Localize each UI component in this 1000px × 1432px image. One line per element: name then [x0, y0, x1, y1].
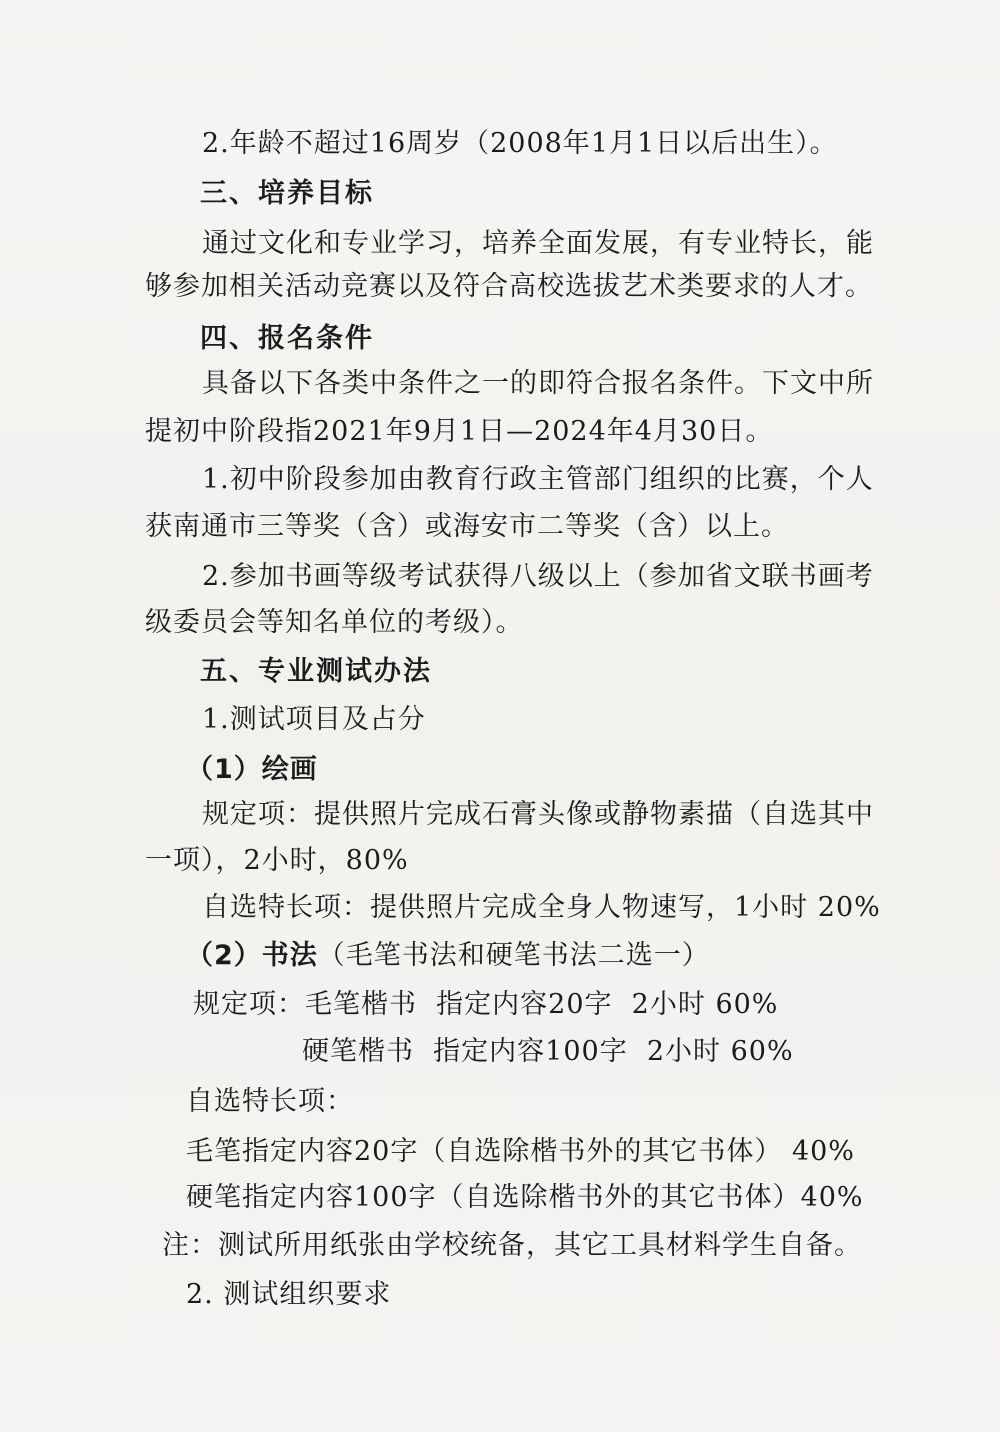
calligraphy-optional-label: 自选特长项：: [186, 1086, 354, 1117]
section3-paragraph-line1: 通过文化和专业学习，培养全面发展，有专业特长，能: [202, 228, 874, 259]
section5-item1: 1.测试项目及占分: [202, 704, 426, 735]
section4-item2-line1: 2.参加书画等级考试获得八级以上（参加省文联书画考: [202, 561, 874, 592]
calligraphy-heading-note: （毛笔书法和硬笔书法二选一）: [317, 940, 710, 971]
section4-heading: 四、报名条件: [200, 323, 374, 354]
calligraphy-optional-pen: 硬笔指定内容100字（自选除楷书外的其它书体）40%: [186, 1182, 864, 1213]
calligraphy-required-pen: 硬笔楷书 指定内容100字 2小时 60%: [302, 1036, 794, 1067]
section3-heading: 三、培养目标: [200, 178, 374, 209]
section4-intro-line2: 提初中阶段指2021年9月1日—2024年4月30日。: [145, 416, 774, 447]
section4-item1-line1: 1.初中阶段参加由教育行政主管部门组织的比赛，个人: [202, 464, 874, 495]
calligraphy-heading-line: [186, 938, 710, 974]
section3-paragraph-line2: 够参加相关活动竞赛以及符合高校选拔艺术类要求的人才。: [145, 271, 873, 302]
section4-intro-line1: 具备以下各类中条件之一的即符合报名条件。下文中所: [202, 368, 874, 399]
calligraphy-optional-brush: 毛笔指定内容20字（自选除楷书外的其它书体） 40%: [186, 1136, 855, 1167]
note-line: 注：测试所用纸张由学校统备，其它工具材料学生自备。: [162, 1230, 862, 1261]
section4-item2-line2: 级委员会等知名单位的考级）。: [145, 607, 524, 638]
age-requirement-line: 2.年龄不超过16周岁（2008年1月1日以后出生）。: [202, 128, 838, 159]
section4-item1-line2: 获南通市三等奖（含）或海安市二等奖（含）以上。: [145, 511, 789, 542]
painting-required-line1: 规定项：提供照片完成石膏头像或静物素描（自选其中: [202, 799, 874, 830]
calligraphy-required-brush: 规定项：毛笔楷书 指定内容20字 2小时 60%: [193, 989, 779, 1020]
painting-optional: 自选特长项：提供照片完成全身人物速写，1小时 20%: [202, 892, 881, 923]
painting-heading: （1）绘画: [186, 754, 318, 785]
painting-required-line2: 一项），2小时，80%: [145, 845, 409, 876]
calligraphy-heading: （2）书法: [186, 940, 318, 971]
section5-item2: 2. 测试组织要求: [186, 1279, 392, 1310]
section5-heading: 五、专业测试办法: [200, 656, 432, 687]
